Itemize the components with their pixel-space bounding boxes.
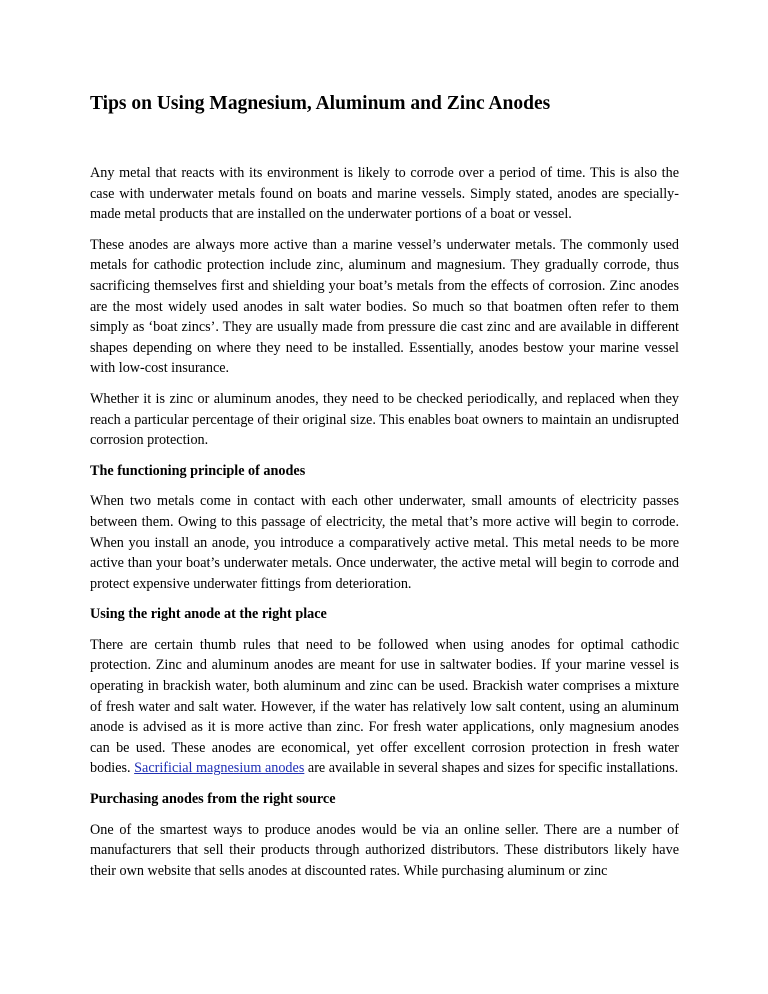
paragraph-intro: Any metal that reacts with its environment is likely to corrode over a period of time. This is also the case with underwater metals found on boats and marine vessels. Simply stated, anodes are specially-made metal products that are installed on the underwater portions of a boat or vessel. bbox=[90, 165, 679, 223]
sacrificial-magnesium-anodes-link[interactable]: Sacrificial magnesium anodes bbox=[134, 760, 305, 777]
heading-functioning-principle: The functioning principle of anodes bbox=[90, 462, 306, 479]
paragraph-right-anode-tail: are available in several shapes and sizes for specific installations. bbox=[304, 760, 679, 777]
paragraph-purchasing-wrap bbox=[90, 820, 679, 882]
heading-purchasing: Purchasing anodes from the right source bbox=[90, 791, 336, 808]
paragraph-right-anode-text: There are certain thumb rules that need to be followed when using anodes for optimal cathodic protection. Zinc and aluminum anodes are meant for use in saltwater bodies. If your marine vessel is operating in brackish water, both aluminum and zinc can be used. Brackish water comprises a mixture of fresh water and salt water. However, if the water has relatively low salt content, using an aluminum anode is advised as it is more active than zinc. For fresh water applications, only magnesium anodes can be used. These anodes are economical, yet offer excellent corrosion protection in fresh water bodies. bbox=[90, 636, 679, 777]
document-body bbox=[90, 163, 679, 882]
paragraph-anodes-active: These anodes are always more active than a marine vessel’s underwater metals. The commonly used metals for cathodic protection include zinc, aluminum and magnesium. They gradually corrode, thus sacrificing themselves first and shielding your boat’s metals from the effects of corrosion. Zinc anodes are the most widely used anodes in salt water bodies. So much so that boatmen often refer to them simply as ‘boat zincs’. They are usually made from pressure die cast zinc and are available in different shapes depending on where they need to be installed. Essentially, anodes bestow your marine vessel with low-cost insurance. bbox=[90, 236, 679, 377]
page-title: Tips on Using Magnesium, Aluminum and Zinc Anodes bbox=[90, 93, 551, 114]
heading-right-anode: Using the right anode at the right place bbox=[90, 606, 327, 623]
paragraph-functioning: When two metals come in contact with each other underwater, small amounts of electricity passes between them. Owing to this passage of electricity, the metal that’s more active will begin to corrode. When you install an anode, you introduce a comparatively active metal. This metal needs to be more active than your boat’s underwater metals. Once underwater, the active metal will begin to corrode and protect expensive underwater fittings from deterioration. bbox=[90, 493, 679, 592]
paragraph-purchasing: One of the smartest ways to produce anodes would be via an online seller. There are a number of manufacturers that sell their products through authorized distributors. These distributors likely have their own website that sells anodes at discounted rates. While purchasing aluminum or zinc bbox=[90, 821, 679, 879]
paragraph-right-anode bbox=[90, 635, 679, 779]
paragraph-inspection: Whether it is zinc or aluminum anodes, they need to be checked periodically, and replaced when they reach a particular percentage of their original size. This enables boat owners to maintain an undisrupted corrosion protection. bbox=[90, 390, 679, 449]
